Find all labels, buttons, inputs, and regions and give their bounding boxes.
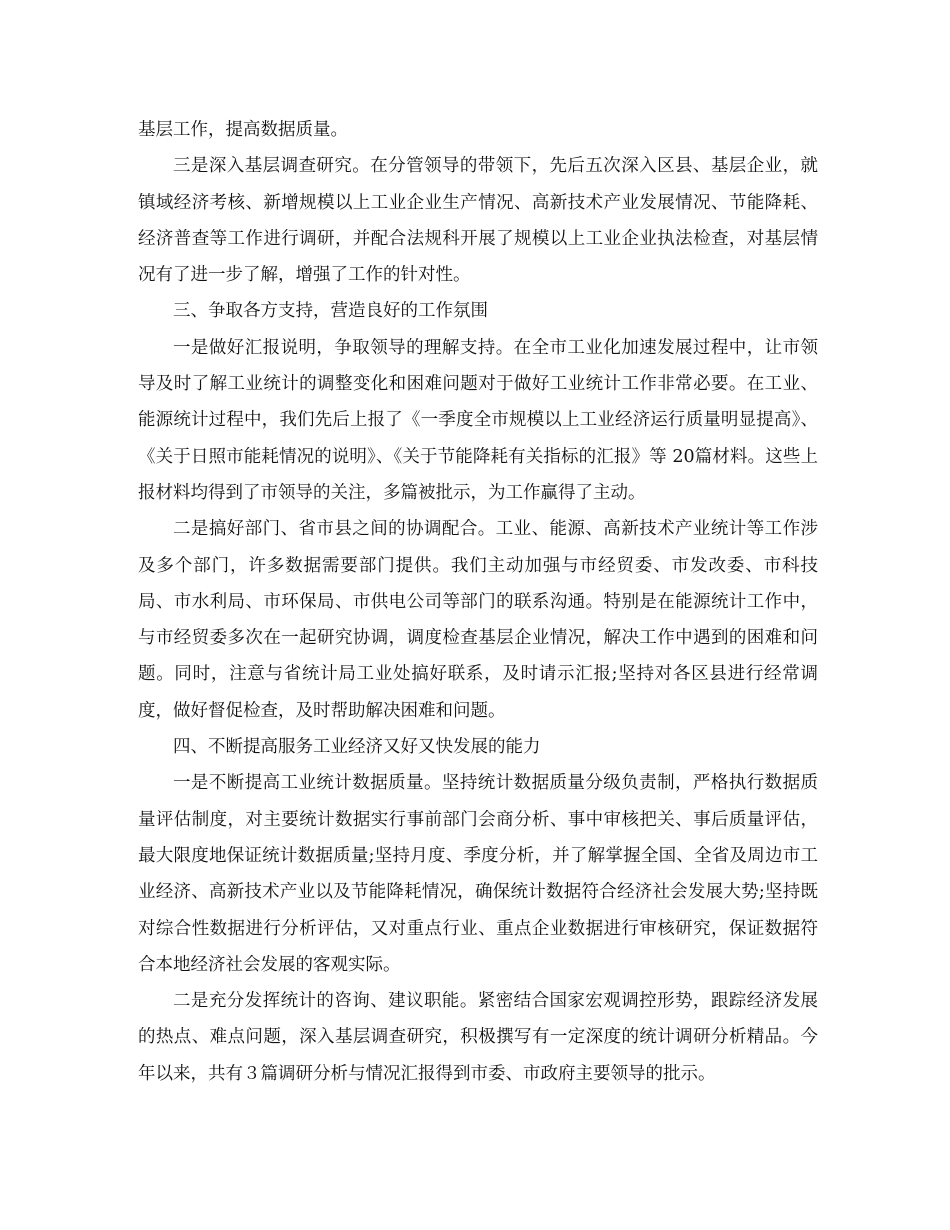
section-heading-4: 四、不断提高服务工业经济又好又快发展的能力	[173, 737, 541, 758]
paragraph-2: 三是深入基层调查研究。在分管领导的带领下，先后五次深入区县、基层企业，就镇域经济考核、新增规模以上工业企业生产情况、高新技术产业发展情况、节能降耗、经济普查等工作进行调研，并配合法规科开展了规模以上工业企业执法检查，对基层情况有了进一步了解，增强了工作的针对性。	[138, 156, 818, 286]
paragraph-8: 二是充分发挥统计的咨询、建议职能。紧密结合国家宏观调控形势，跟踪经济发展的热点、难点问题，深入基层调查研究，积极撰写有一定深度的统计调研分析精品。今年以来，共有３篇调研分析与情况汇报得到市委、市政府主要领导的批示。	[138, 991, 818, 1084]
paragraph-7: 一是不断提高工业统计数据质量。坚持统计数据质量分级负责制，严格执行数据质量评估制度，对主要统计数据实行事前部门会商分析、事中审核把关、事后质量评估，最大限度地保证统计数据质量;坚持月度、季度分析，并了解掌握全国、全省及周边市工业经济、高新技术产业以及节能降耗情况，确保统计数据符合经济社会发展大势;坚持既对综合性数据进行分析评估，又对重点行业、重点企业数据进行审核研究，保证数据符合本地经济社会发展的客观实际。	[138, 773, 818, 975]
section-heading-3: 三、争取各方支持，营造良好的工作氛围	[173, 301, 488, 322]
paragraph-1: 基层工作，提高数据质量。	[138, 120, 348, 140]
paragraph-4: 一是做好汇报说明，争取领导的理解支持。在全市工业化加速发展过程中，让市领导及时了解工业统计的调整变化和困难问题对于做好工业统计工作非常必要。在工业、能源统计过程中，我们先后上报了《一季度全市规模以上工业经济运行质量明显提高》、《关于日照市能耗情况的说明》、《关于节能降耗有关指标的汇报》等 20篇材料。这些上报材料均得到了市领导的关注，多篇被批示，为工作赢得了主动。	[138, 337, 818, 503]
paragraph-5: 二是搞好部门、省市县之间的协调配合。工业、能源、高新技术产业统计等工作涉及多个部门，许多数据需要部门提供。我们主动加强与市经贸委、市发改委、市科技局、市水利局、市环保局、市供电公司等部门的联系沟通。特别是在能源统计工作中，与市经贸委多次在一起研究协调，调度检查基层企业情况，解决工作中遇到的困难和问题。同时，注意与省统计局工业处搞好联系，及时请示汇报;坚持对各区县进行经常调度，做好督促检查，及时帮助解决困难和问题。	[138, 519, 818, 721]
document-body	[138, 112, 818, 1092]
